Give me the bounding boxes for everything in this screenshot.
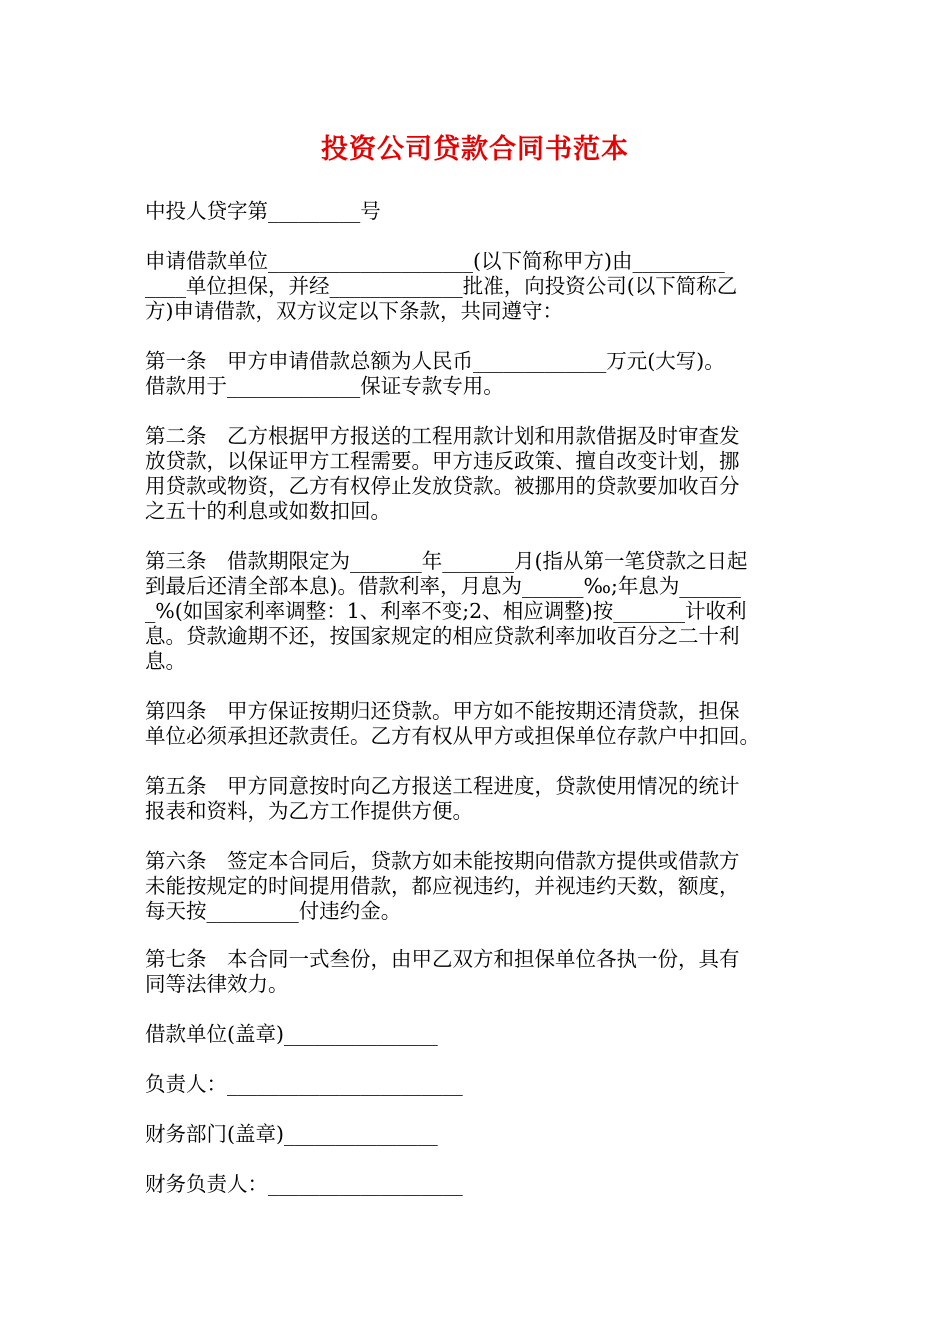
article-2: 第二条 乙方根据甲方报送的工程用款计划和用款借据及时审查发 放贷款，以保证甲方工程需要。甲方违反政策、擅自改变计划，挪 用贷款或物资，乙方有权停止发放贷款。被挪用的贷款要加收百分 之五十的利息或如数扣回。 — [145, 424, 740, 523]
document-title: 投资公司贷款合同书范本 — [321, 134, 629, 165]
article-5: 第五条 甲方同意按时向乙方报送工程进度，贷款使用情况的统计 报表和资料，为乙方工作提供方便。 — [145, 774, 740, 823]
article-1: 第一条 甲方申请借款总额为人民币_____________万元(大写)。 借款用于_____________保证专款专用。 — [145, 349, 725, 398]
document-number: 中投人贷字第_________号 — [145, 199, 381, 223]
signature-finance-head: 财务负责人：___________________ — [145, 1172, 463, 1196]
article-7: 第七条 本合同一式叁份，由甲乙双方和担保单位各执一份，具有 同等法律效力。 — [145, 947, 740, 996]
signature-responsible-person: 负责人：_______________________ — [145, 1072, 463, 1096]
intro-paragraph: 申请借款单位____________________(以下简称甲方)由_________ ____单位担保，并经_____________批准，向投资公司(以下简称乙 方)申请借款，双方议定以下条款，共同遵守： — [145, 249, 738, 323]
signature-borrower-seal: 借款单位(盖章)_______________ — [145, 1022, 438, 1046]
article-3: 第三条 借款期限定为_______年_______月(指从第一笔贷款之日起 到最后还清全部本息)。借款利率，月息为______‰;年息为______ _%(如国家利率调整：1、利率不变;2、相应调整)按_______计收利 息。贷款逾期不还，按国家规定的相应贷款利率加收百分之二十利 息。 — [145, 549, 748, 673]
signature-finance-dept-seal: 财务部门(盖章)_______________ — [145, 1122, 438, 1146]
article-4: 第四条 甲方保证按期归还贷款。甲方如不能按期还清贷款，担保 单位必须承担还款责任。乙方有权从甲方或担保单位存款户中扣回。 — [145, 699, 760, 748]
article-6: 第六条 签定本合同后，贷款方如未能按期向借款方提供或借款方 未能按规定的时间提用借款，都应视违约，并视违约天数，额度， 每天按_________付违约金。 — [145, 849, 740, 923]
